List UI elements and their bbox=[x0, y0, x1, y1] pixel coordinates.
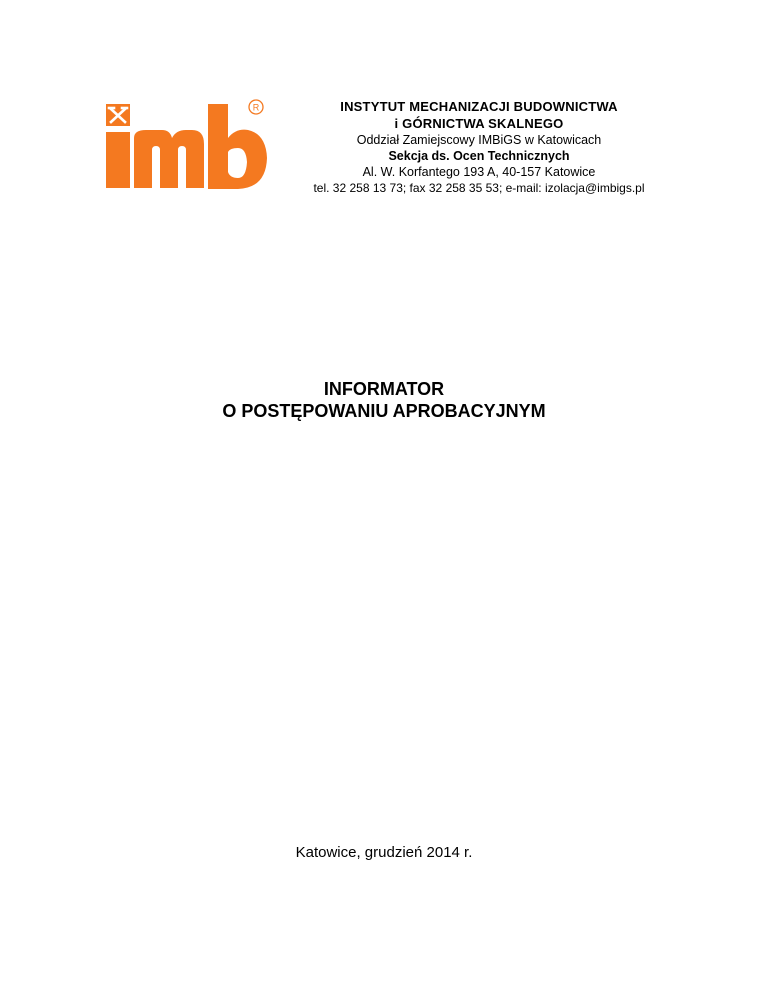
title-line1: INFORMATOR bbox=[323, 379, 445, 399]
institute-name-line1: INSTYTUT MECHANIZACJI BUDOWNICTWA bbox=[340, 99, 618, 114]
letter-i bbox=[106, 132, 130, 188]
title-line2: O POSTĘPOWANIU APROBACYJNYM bbox=[222, 401, 546, 421]
address: Al. W. Korfantego 193 A, 40-157 Katowice bbox=[362, 165, 596, 179]
letterhead bbox=[270, 98, 688, 196]
letter-b bbox=[208, 104, 267, 189]
section-name: Sekcja ds. Ocen Technicznych bbox=[388, 149, 570, 163]
branch-name: Oddział Zamiejscowy IMBiGS w Katowicach bbox=[356, 133, 602, 147]
registered-mark: R bbox=[252, 102, 260, 113]
document-title bbox=[150, 378, 618, 422]
place-date: Katowice, grudzień 2014 r. bbox=[295, 844, 473, 861]
contact-line: tel. 32 258 13 73; fax 32 258 35 53; e-mail: izolacja@imbigs.pl bbox=[313, 181, 645, 195]
letter-m bbox=[134, 130, 204, 188]
institute-name-line2: i GÓRNICTWA SKALNEGO bbox=[394, 116, 564, 131]
imb-logo bbox=[104, 98, 270, 192]
